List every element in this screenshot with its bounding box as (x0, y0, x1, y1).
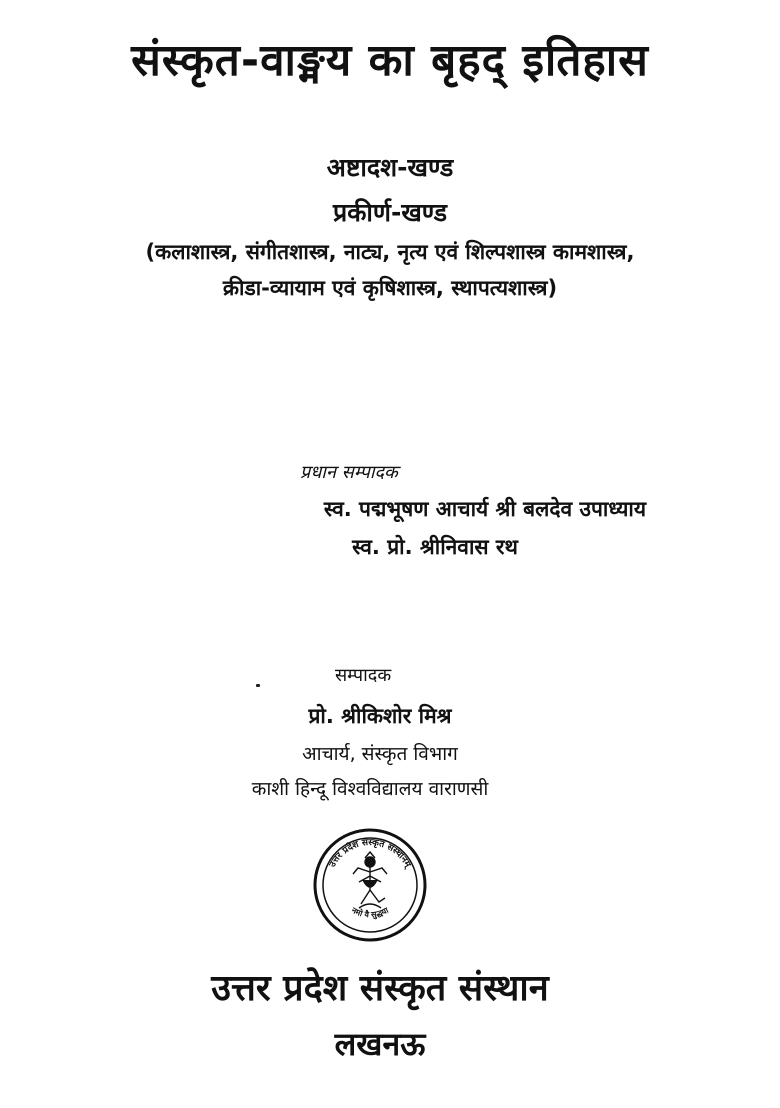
chief-editor-label: प्रधान सम्पादक (300, 462, 398, 483)
publisher-name: उत्तर प्रदेश संस्कृत संस्थान (211, 968, 549, 1009)
subjects-line-2: क्रीडा-व्यायाम एवं कृषिशास्त्र, स्थापत्यशास्त्र) (222, 276, 558, 300)
volume-number: अष्टादश-खण्ड (326, 153, 454, 182)
editor-university: काशी हिन्दू विश्वविद्यालय वाराणसी (251, 778, 489, 800)
chief-editor-name: स्व. प्रो. श्रीनिवास रथ (352, 535, 518, 559)
seal-ring-text-top: उत्तर प्रदेश संस्कृत संस्थानम् (327, 837, 413, 870)
editor-label: सम्पादक (335, 665, 392, 686)
ink-speck (256, 684, 260, 687)
institution-seal-icon (313, 828, 427, 942)
chief-editor-name: स्व. पद्मभूषण आचार्य श्री बलदेव उपाध्याय (323, 497, 647, 521)
seal-ring-text-bottom: नमो वै सुद्धया (350, 905, 390, 920)
editor-name: प्रो. श्रीकिशोर मिश्र (308, 704, 452, 728)
publisher-city: लखनऊ (334, 1025, 426, 1063)
section-title: प्रकीर्ण-खण्ड (332, 198, 448, 227)
book-title: संस्कृत-वाङ्मय का बृहद् इतिहास (131, 35, 649, 86)
editor-designation: आचार्य, संस्कृत विभाग (302, 743, 458, 765)
subjects-line-1: (कलाशास्त्र, संगीतशास्त्र, नाट्य, नृत्य एवं शिल्पशास्त्र कामशास्त्र, (145, 240, 635, 264)
